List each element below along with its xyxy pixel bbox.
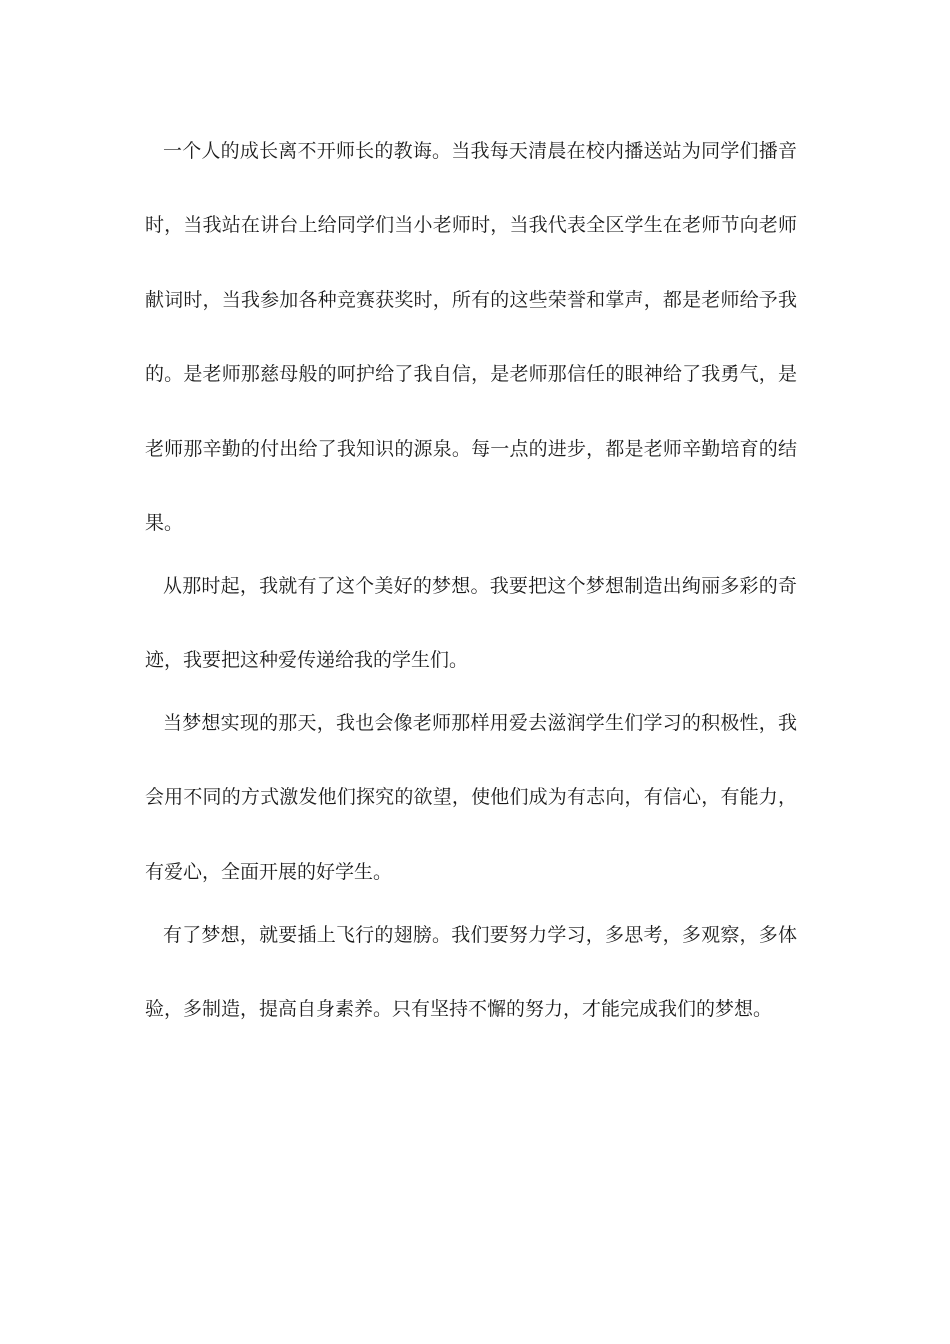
text-line: 一个人的成长离不开师长的教诲。当我每天清晨在校内播送站为同学们播音 [163,140,797,162]
text-line: 有爱心，全面开展的好学生。 [145,861,393,883]
text-line: 从那时起，我就有了这个美好的梦想。我要把这个梦想制造出绚丽多彩的奇 [163,575,797,597]
text-line: 有了梦想，就要插上飞行的翅膀。我们要努力学习，多思考，多观察，多体 [163,924,797,946]
text-line: 迹，我要把这种爱传递给我的学生们。 [145,649,469,671]
text-line: 当梦想实现的那天，我也会像老师那样用爱去滋润学生们学习的积极性，我 [163,712,797,734]
text-line: 会用不同的方式激发他们探究的欲望，使他们成为有志向，有信心，有能力， [145,786,797,808]
text-line: 老师那辛勤的付出给了我知识的源泉。每一点的进步，都是老师辛勤培育的结 [145,438,797,460]
text-line: 时，当我站在讲台上给同学们当小老师时，当我代表全区学生在老师节向老师 [145,214,797,236]
text-line: 验，多制造，提高自身素养。只有坚持不懈的努力，才能完成我们的梦想。 [145,998,773,1020]
text-line: 的。是老师那慈母般的呵护给了我自信，是老师那信任的眼神给了我勇气，是 [145,363,797,385]
text-line: 果。 [145,512,184,534]
text-line: 献词时，当我参加各种竞赛获奖时，所有的这些荣誉和掌声，都是老师给予我 [145,289,797,311]
